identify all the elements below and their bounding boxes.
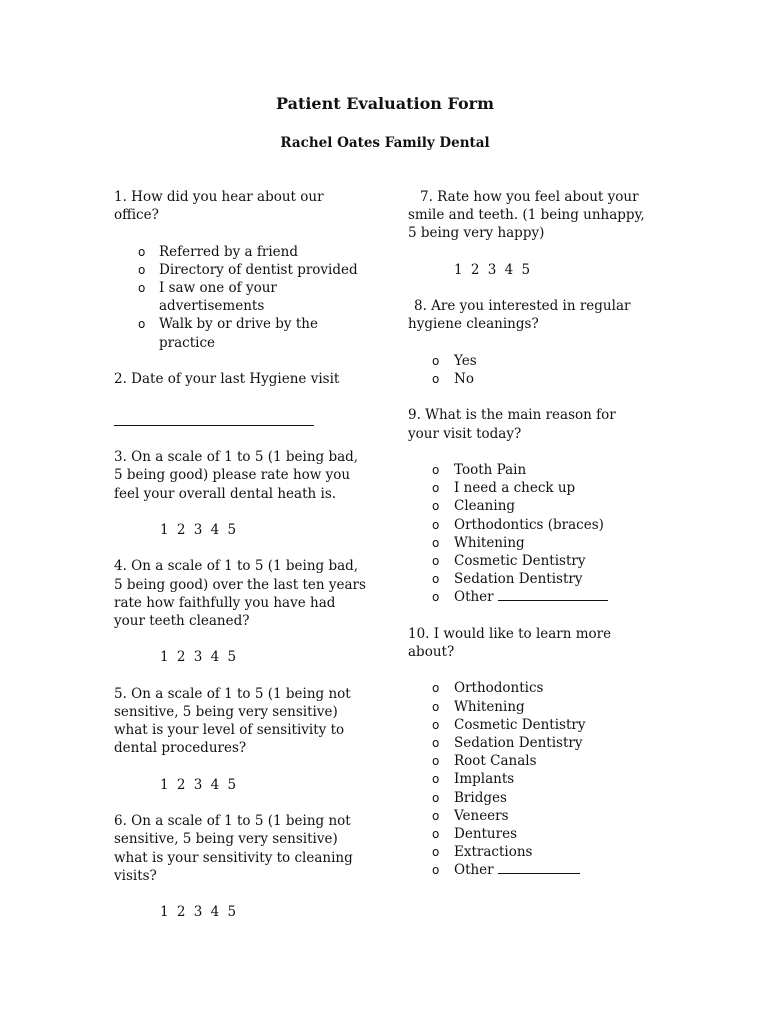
option-no[interactable]: o No	[432, 370, 474, 387]
option-orthodontics-braces[interactable]: o Orthodontics (braces)	[432, 516, 604, 533]
learn-cosmetic-dentistry[interactable]: o Cosmetic Dentistry	[432, 716, 586, 733]
question-4-scale[interactable]: 1 2 3 4 5	[160, 649, 237, 666]
circle-bullet-icon: o	[432, 353, 440, 368]
circle-bullet-icon: o	[432, 845, 440, 860]
circle-bullet-icon: o	[432, 699, 440, 714]
circle-bullet-icon: o	[432, 572, 440, 587]
circle-bullet-icon: o	[432, 681, 440, 696]
question-1-options	[114, 243, 366, 352]
circle-bullet-icon: o	[432, 462, 440, 477]
option-cleaning[interactable]: o Cleaning	[432, 498, 516, 515]
option-other[interactable]: o Other	[408, 588, 648, 606]
option-yes[interactable]: o Yes	[432, 352, 477, 369]
learn-root-canals[interactable]: o Root Canals	[432, 753, 537, 770]
question-5: 5. On a scale of 1 to 5 (1 being not sensitive, 5 being very sensitive) what is your level of sensitivity to dental procedures?	[114, 685, 351, 757]
circle-bullet-icon: o	[138, 317, 146, 332]
other-interest-field[interactable]	[498, 861, 580, 874]
question-10: 10. I would like to learn more about?	[408, 625, 612, 660]
question-10-options	[408, 679, 648, 879]
question-6-scale[interactable]: 1 2 3 4 5	[160, 904, 237, 921]
learn-orthodontics[interactable]: o Orthodontics	[432, 680, 544, 697]
option-tooth-pain[interactable]: o Tooth Pain	[432, 461, 527, 478]
question-8: 8. Are you interested in regular hygiene cleanings?	[408, 298, 631, 333]
learn-implants[interactable]: o Implants	[432, 771, 515, 788]
right-column	[408, 188, 648, 880]
option-whitening[interactable]: o Whitening	[432, 534, 525, 551]
option-check-up[interactable]: o I need a check up	[432, 480, 576, 497]
practice-name: Rachel Oates Family Dental	[280, 135, 490, 151]
learn-veneers[interactable]: o Veneers	[432, 807, 509, 824]
hygiene-date-field[interactable]	[114, 417, 314, 426]
option-advertisements[interactable]: o I saw one of your advertisements	[138, 280, 277, 315]
circle-bullet-icon: o	[432, 590, 440, 605]
question-1: 1. How did you hear about our office?	[114, 189, 324, 224]
option-referred-by-friend[interactable]: o Referred by a friend	[138, 243, 298, 260]
form-title: Patient Evaluation Form	[275, 94, 494, 113]
circle-bullet-icon: o	[432, 863, 440, 878]
option-sedation-dentistry[interactable]: o Sedation Dentistry	[432, 571, 583, 588]
option-cosmetic-dentistry[interactable]: o Cosmetic Dentistry	[432, 552, 586, 569]
circle-bullet-icon: o	[432, 499, 440, 514]
learn-sedation-dentistry[interactable]: o Sedation Dentistry	[432, 734, 583, 751]
circle-bullet-icon: o	[138, 281, 146, 295]
question-3: 3. On a scale of 1 to 5 (1 being bad, 5 being good) please rate how you feel your overall dental heath is.	[114, 449, 359, 502]
circle-bullet-icon: o	[432, 790, 440, 805]
learn-dentures[interactable]: o Dentures	[432, 826, 517, 842]
question-7-scale[interactable]: 1 2 3 4 5	[454, 261, 531, 278]
question-9-options	[408, 461, 648, 607]
question-5-scale[interactable]: 1 2 3 4 5	[160, 776, 237, 793]
circle-bullet-icon: o	[432, 535, 440, 550]
question-7: 7. Rate how you feel about your smile and teeth. (1 being unhappy, 5 being very happy)	[408, 189, 645, 242]
circle-bullet-icon: o	[432, 553, 440, 568]
other-reason-field[interactable]	[498, 588, 608, 601]
circle-bullet-icon: o	[432, 517, 440, 532]
circle-bullet-icon: o	[432, 754, 440, 769]
question-4: 4. On a scale of 1 to 5 (1 being bad, 5 being good) over the last ten years rate how faithfully you have had your teeth cleaned?	[114, 558, 366, 629]
circle-bullet-icon: o	[138, 244, 146, 259]
circle-bullet-icon: o	[432, 735, 440, 750]
question-2: 2. Date of your last Hygiene visit	[114, 371, 340, 387]
question-6: 6. On a scale of 1 to 5 (1 being not sensitive, 5 being very sensitive) what is your sensitivity to cleaning visits?	[114, 813, 353, 884]
option-walk-by[interactable]: o Walk by or drive by the practice	[138, 316, 318, 351]
left-column	[114, 188, 366, 921]
question-3-scale[interactable]: 1 2 3 4 5	[160, 522, 237, 538]
circle-bullet-icon: o	[432, 827, 440, 841]
option-directory[interactable]: o Directory of dentist provided	[138, 261, 358, 278]
learn-extractions[interactable]: o Extractions	[432, 844, 533, 861]
question-8-options	[408, 352, 648, 388]
circle-bullet-icon: o	[432, 717, 440, 732]
learn-other[interactable]: o Other	[408, 861, 648, 879]
circle-bullet-icon: o	[138, 262, 146, 277]
circle-bullet-icon: o	[432, 481, 440, 496]
question-9: 9. What is the main reason for your visit today?	[408, 407, 616, 442]
circle-bullet-icon: o	[432, 772, 440, 787]
circle-bullet-icon: o	[432, 808, 440, 823]
circle-bullet-icon: o	[432, 371, 440, 386]
learn-bridges[interactable]: o Bridges	[432, 789, 507, 806]
learn-whitening[interactable]: o Whitening	[432, 698, 525, 715]
